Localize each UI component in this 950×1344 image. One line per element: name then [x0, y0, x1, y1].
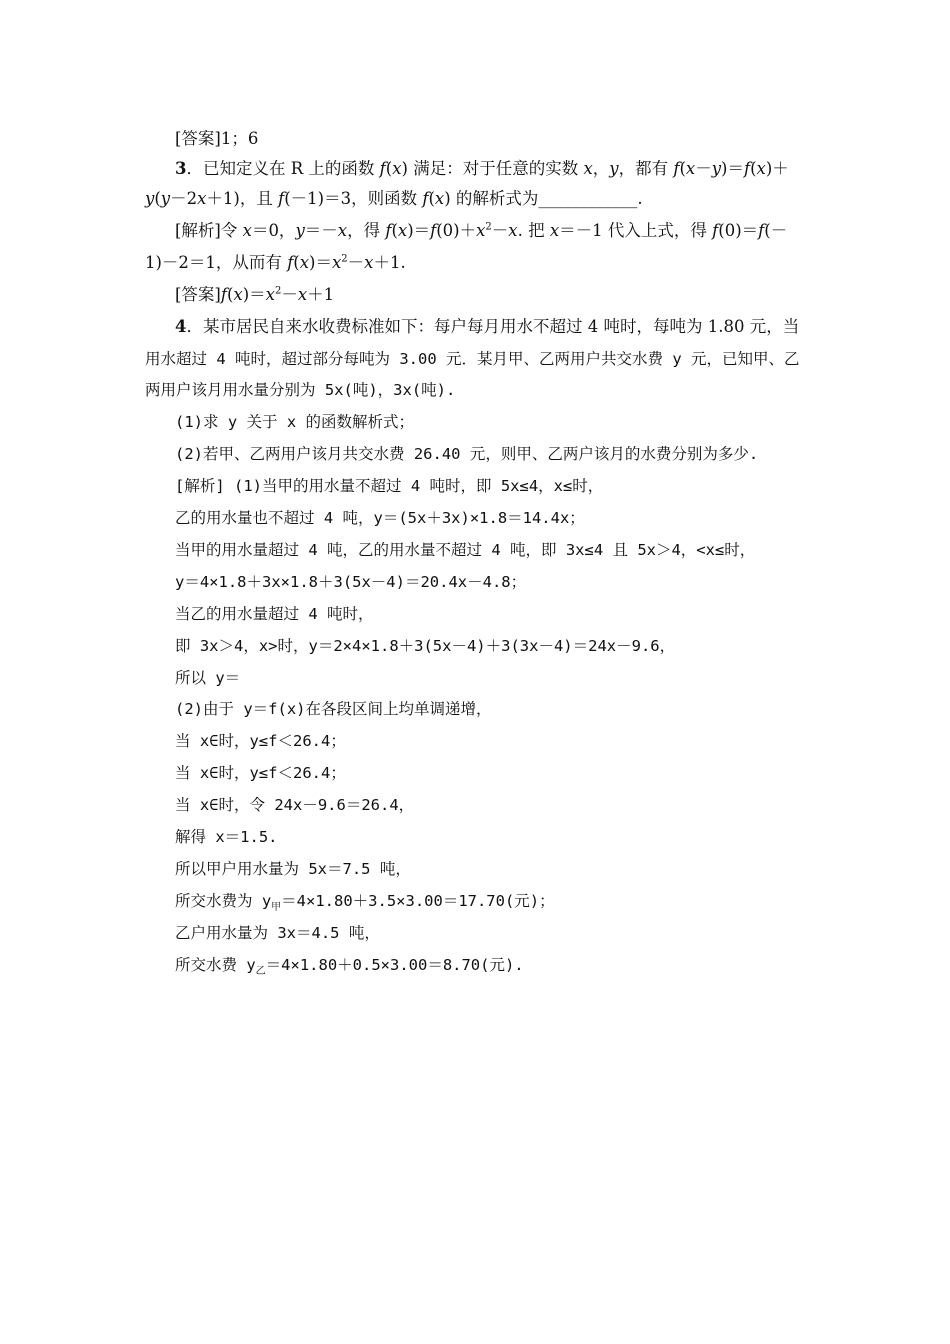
text-line: 当 x∈时，令 24x－9.6＝26.4，: [175, 796, 415, 814]
text-line: [答案]$f(x)=x^2-x+1$: [175, 285, 335, 304]
text-line: (2)若甲、乙两用户该月共交水费 26.40 元，则甲、乙两户该月的水费分别为多少.: [175, 445, 759, 463]
text-line: [答案]1；6: [175, 129, 259, 148]
text-line: (1)求 y 关于 x 的函数解析式；: [175, 413, 414, 431]
text-line: 3．已知定义在 R 上的函数 f(x) 满足：对于任意的实数 x，y，都有 f(x－y)＝f(x)＋: [175, 159, 789, 178]
text-line: 解得 x＝1.5.: [175, 828, 278, 846]
text-line: 用水超过 4 吨时，超过部分每吨为 3.00 元．某月甲、乙两用户共交水费 y 元，已知甲、乙: [145, 350, 800, 368]
text-line: 当 x∈时，y≤f＜26.4；: [175, 732, 346, 750]
text-line: 所交水费为 $y_甲=4\times 1.80+3.5\times 3.00=17.70$(元)；: [175, 892, 555, 914]
text-line: 当 x∈时，y≤f＜26.4；: [175, 764, 346, 782]
text-line: 1)－2＝1，从而有 $f(x)=x^2-x+1$.: [145, 253, 406, 272]
text-line: (2)由于 y＝f(x)在各段区间上均单调递增，: [175, 700, 492, 718]
text-line: y＝4×1.8＋3x×1.8＋3(5x－4)＝20.4x－4.8；: [175, 573, 527, 591]
text-line: 当甲的用水量超过 4 吨，乙的用水量不超过 4 吨，即 3x≤4 且 5x＞4，<x≤时，: [175, 541, 756, 559]
text-line: 两用户该月用水量分别为 5x(吨)，3x(吨).: [145, 381, 456, 399]
text-line: [解析]令 x＝0，y＝－x，得 $f(x)=f(0)+x^2-x$. 把 x＝－1 代入上式，得 f(0)＝f(－: [175, 221, 788, 240]
text-line: 当乙的用水量超过 4 吨时，: [175, 605, 374, 623]
text-line: 乙的用水量也不超过 4 吨，y＝(5x＋3x)×1.8＝14.4x；: [175, 509, 585, 527]
text-line: 所以 y＝: [175, 669, 241, 687]
text-line: 4．某市居民自来水收费标准如下：每户每月用水不超过 4 吨时，每吨为 1.80 元，当: [175, 317, 800, 336]
text-line: 所以甲户用水量为 5x＝7.5 吨，: [175, 860, 411, 878]
text-line: [解析] (1)当甲的用水量不超过 4 吨时，即 5x≤4，x≤时，: [175, 477, 604, 495]
text-line: 所交水费 $y_乙=4\times 1.80+0.5\times 3.00=8.70$(元).: [175, 956, 524, 978]
text-line: 即 3x＞4，x>时，y＝2×4×1.8＋3(5x－4)＋3(3x－4)＝24x－9.6，: [175, 637, 676, 655]
text-line: 乙户用水量为 3x＝4.5 吨，: [175, 924, 380, 942]
text-line: y(y－2x＋1)，且 f(－1)＝3，则函数 f(x) 的解析式为____________.: [145, 189, 643, 208]
